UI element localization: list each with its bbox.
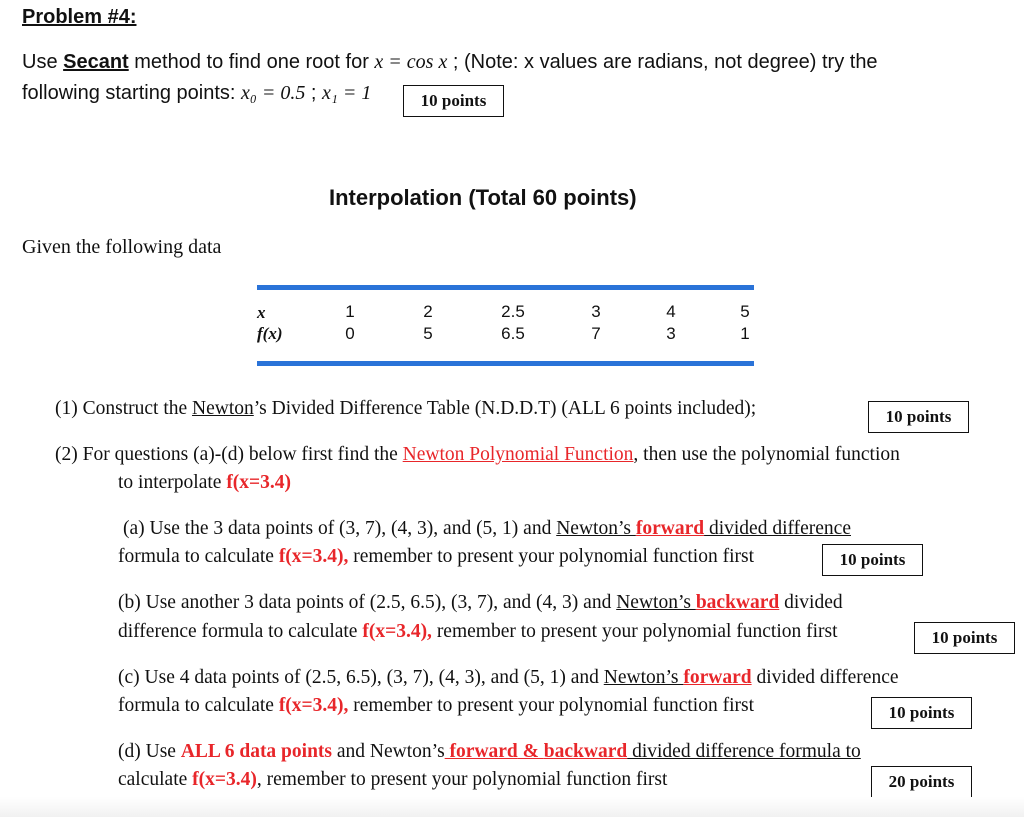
table-x-label: x — [257, 303, 266, 322]
part-a-direction: forward — [635, 518, 705, 539]
part-c-prefix: (c) Use 4 data points of (2.5, 6.5), (3, 7), (4, 3), and (5, 1) and — [118, 667, 604, 688]
part-c-l2-prefix: formula to calculate — [118, 695, 279, 716]
bottom-edge-shade — [0, 797, 1024, 817]
given-data-text: Given the following data — [22, 236, 222, 258]
part-b-line-1 — [118, 592, 843, 614]
part-d-backward: backward — [543, 741, 628, 762]
start-point-x0: x₀ = 0.5 — [241, 82, 306, 104]
table-fx-cell-6: 1 — [740, 324, 750, 343]
part-d-fx: f(x=3.4) — [192, 769, 257, 790]
part-c-direction: forward — [683, 667, 752, 688]
part-a-suffix: divided difference — [704, 518, 851, 539]
question-2-line-2 — [118, 472, 291, 494]
part-b-newton: Newton’s — [616, 592, 696, 613]
part-c-line-2 — [118, 695, 754, 717]
part-a-line-1 — [123, 518, 851, 540]
part-d-l2-prefix: calculate — [118, 769, 193, 790]
problem-points-box: 10 points — [403, 85, 504, 117]
question-1-suffix: ’s Divided Difference Table (N.D.D.T) (ALL 6 points included); — [253, 398, 757, 419]
part-c-fx: f(x=3.4), — [278, 695, 349, 716]
part-d-prefix: (d) Use — [118, 741, 181, 762]
part-d-line-2 — [118, 769, 667, 791]
table-fx-cell-1: 0 — [345, 324, 355, 343]
part-d-line-1 — [118, 741, 861, 763]
part-b-l2-suffix: remember to present your polynomial function first — [431, 621, 838, 642]
part-a-line-2 — [118, 546, 754, 568]
part-a-l2-prefix: formula to calculate — [118, 546, 279, 567]
part-b-points-box: 10 points — [914, 622, 1015, 654]
problem-line-1-suffix: ; (Note: x values are radians, not degree) try the — [447, 51, 878, 73]
part-b-direction: backward — [695, 592, 780, 613]
question-2-prefix: (2) For questions (a)-(d) below first find the — [55, 444, 403, 465]
question-1-points-box: 10 points — [868, 401, 969, 433]
table-bottom-line — [257, 361, 754, 366]
problem-line-1 — [22, 51, 878, 74]
problem-line-2 — [22, 82, 371, 105]
table-x-cell-3: 2.5 — [501, 302, 525, 321]
part-d-mid: and Newton’s — [332, 741, 445, 762]
question-2-suffix: , then use the polynomial function — [633, 444, 900, 465]
part-a-l2-suffix: remember to present your polynomial function first — [348, 546, 755, 567]
table-x-cell-1: 1 — [345, 302, 355, 321]
question-2-fx: f(x=3.4) — [226, 472, 292, 493]
part-d-all6: ALL 6 data points — [180, 741, 333, 762]
table-fx-cell-3: 6.5 — [501, 324, 525, 343]
part-d-l2-suffix: , remember to present your polynomial function first — [256, 769, 668, 790]
question-1-prefix: (1) Construct the — [55, 398, 193, 419]
equation: x = cos x — [374, 51, 448, 73]
table-x-cell-6: 5 — [740, 302, 750, 321]
table-top-line — [257, 285, 754, 290]
table-fx-cell-4: 7 — [591, 324, 601, 343]
part-d-amp: & — [517, 741, 544, 762]
problem-line-1-prefix: Use — [22, 51, 64, 73]
problem-line-1-mid: method to find one root for — [128, 51, 375, 73]
table-fx-label: f(x) — [257, 324, 283, 343]
question-1-newton: Newton — [192, 398, 254, 419]
part-a-prefix: (a) Use the 3 data points of (3, 7), (4, 3), and (5, 1) and — [123, 518, 557, 539]
part-c-points-box: 10 points — [871, 697, 972, 729]
part-b-line-2 — [118, 621, 838, 643]
interpolation-heading: Interpolation (Total 60 points) — [329, 185, 637, 210]
problem-title: Problem #4: — [22, 6, 137, 28]
part-b-prefix: (b) Use another 3 data points of (2.5, 6.5), (3, 7), and (4, 3) and — [118, 592, 617, 613]
part-c-suffix: divided difference — [751, 667, 899, 688]
part-b-l2-prefix: difference formula to calculate — [118, 621, 363, 642]
part-a-points-box: 10 points — [822, 544, 923, 576]
problem-line-2-prefix: following starting points: — [22, 82, 242, 104]
part-c-line-1 — [118, 667, 899, 689]
part-c-l2-suffix: remember to present your polynomial function first — [348, 695, 755, 716]
question-1 — [55, 398, 756, 420]
part-b-suffix: divided — [779, 592, 843, 613]
table-x-cell-4: 3 — [591, 302, 601, 321]
part-d-suffix: divided difference formula to — [627, 741, 861, 762]
table-x-cell-5: 4 — [666, 302, 676, 321]
newton-polynomial-function-link: Newton Polynomial Function — [402, 444, 634, 465]
table-x-cell-2: 2 — [423, 302, 433, 321]
question-2-line-1 — [55, 444, 900, 466]
part-b-fx: f(x=3.4), — [362, 621, 432, 642]
start-point-x1: x₁ = 1 — [322, 82, 372, 104]
question-2-line-2-prefix: to interpolate — [118, 472, 227, 493]
part-a-fx: f(x=3.4), — [278, 546, 349, 567]
table-fx-cell-5: 3 — [666, 324, 676, 343]
table-fx-cell-2: 5 — [423, 324, 433, 343]
part-d-points-box: 20 points — [871, 766, 972, 798]
secant-method-label: Secant — [63, 51, 129, 73]
part-a-newton: Newton’s — [556, 518, 636, 539]
part-d-forward: forward — [444, 741, 518, 762]
part-c-newton: Newton’s — [603, 667, 684, 688]
start-point-sep: ; — [305, 82, 323, 104]
